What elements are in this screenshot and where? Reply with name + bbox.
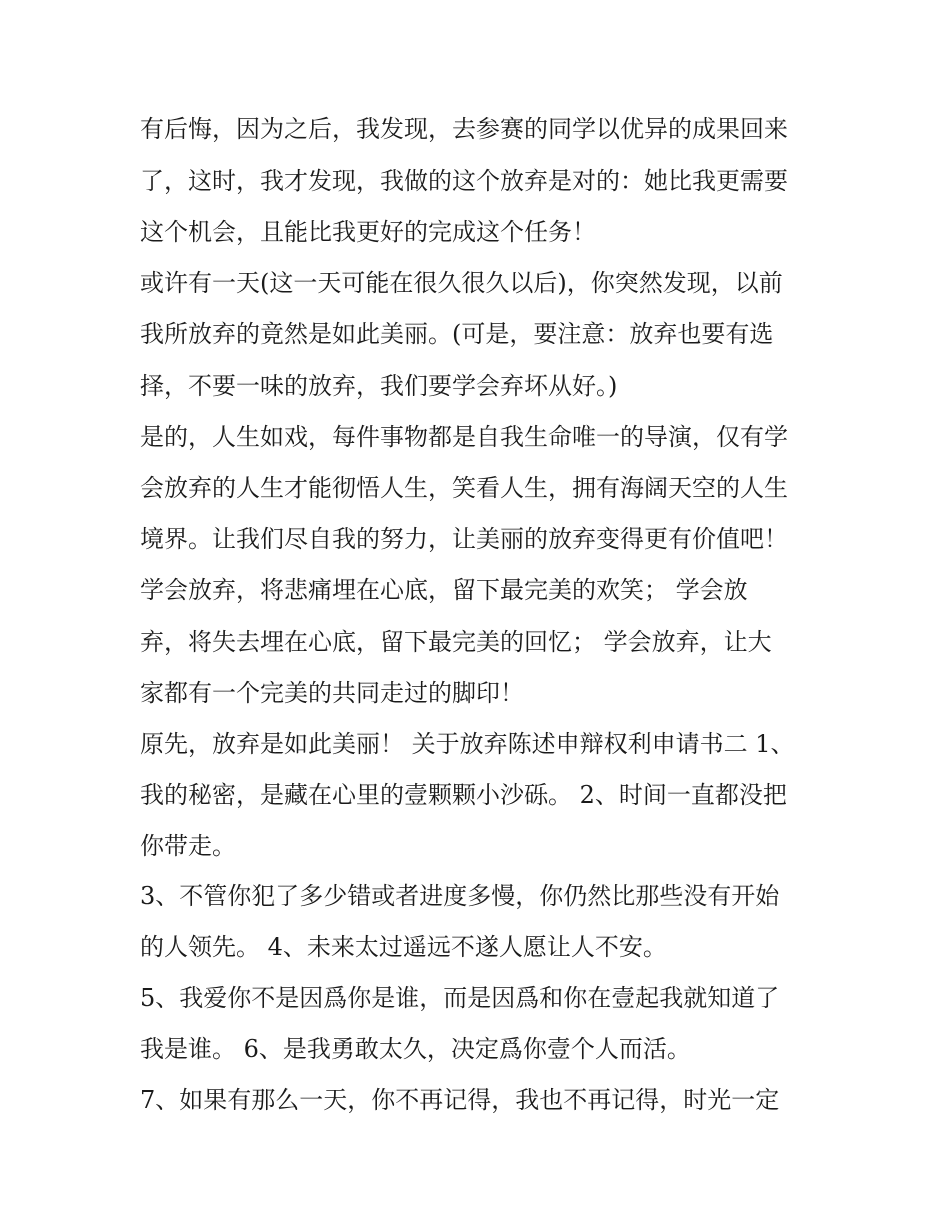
text-line-3: 这个机会，且能比我更好的完成这个任务！ (140, 218, 596, 246)
text-line-20: 7、如果有那么一天，你不再记得，我也不再记得，时光一定 (140, 1086, 780, 1114)
text-line-11: 弃，将失去埋在心底，留下最完美的回忆； 学会放弃，让大 (140, 628, 772, 656)
text-line-4: 或许有一天(这一天可能在很久很久以后)，你突然发现，以前 (140, 269, 783, 297)
text-line-17: 的人领先。 4、未来太过遥远不遂人愿让人不安。 (140, 933, 667, 961)
text-line-7: 是的，人生如戏，每件事物都是自我生命唯一的导演，仅有学 (140, 423, 788, 451)
text-line-10: 学会放弃，将悲痛埋在心底，留下最完美的欢笑； 学会放 (140, 576, 748, 604)
text-line-12: 家都有一个完美的共同走过的脚印！ (140, 679, 524, 707)
text-line-14: 我的秘密，是藏在心里的壹颗颗小沙砾。 2、时间一直都没把 (140, 781, 787, 809)
text-line-8: 会放弃的人生才能彻悟人生，笑看人生，拥有海阔天空的人生 (140, 474, 788, 502)
text-line-6: 择，不要一味的放弃，我们要学会弃坏从好。) (140, 372, 618, 400)
text-line-13: 原先，放弃是如此美丽！ 关于放弃陈述申辩权利申请书二 1、 (140, 730, 795, 758)
text-line-18: 5、我爱你不是因爲你是谁，而是因爲和你在壹起我就知道了 (140, 984, 780, 1012)
text-line-19: 我是谁。 6、是我勇敢太久，决定爲你壹个人而活。 (140, 1035, 691, 1063)
text-line-2: 了，这时，我才发现，我做的这个放弃是对的：她比我更需要 (140, 167, 788, 195)
text-line-1: 有后悔，因为之后，我发现，去参赛的同学以优异的成果回来 (140, 115, 788, 143)
text-line-16: 3、不管你犯了多少错或者进度多慢，你仍然比那些没有开始 (140, 882, 780, 910)
text-line-9: 境界。让我们尽自我的努力，让美丽的放弃变得更有价值吧！ (140, 525, 788, 553)
text-line-15: 你带走。 (140, 832, 236, 860)
text-line-5: 我所放弃的竟然是如此美丽。(可是，要注意：放弃也要有选 (140, 320, 774, 348)
